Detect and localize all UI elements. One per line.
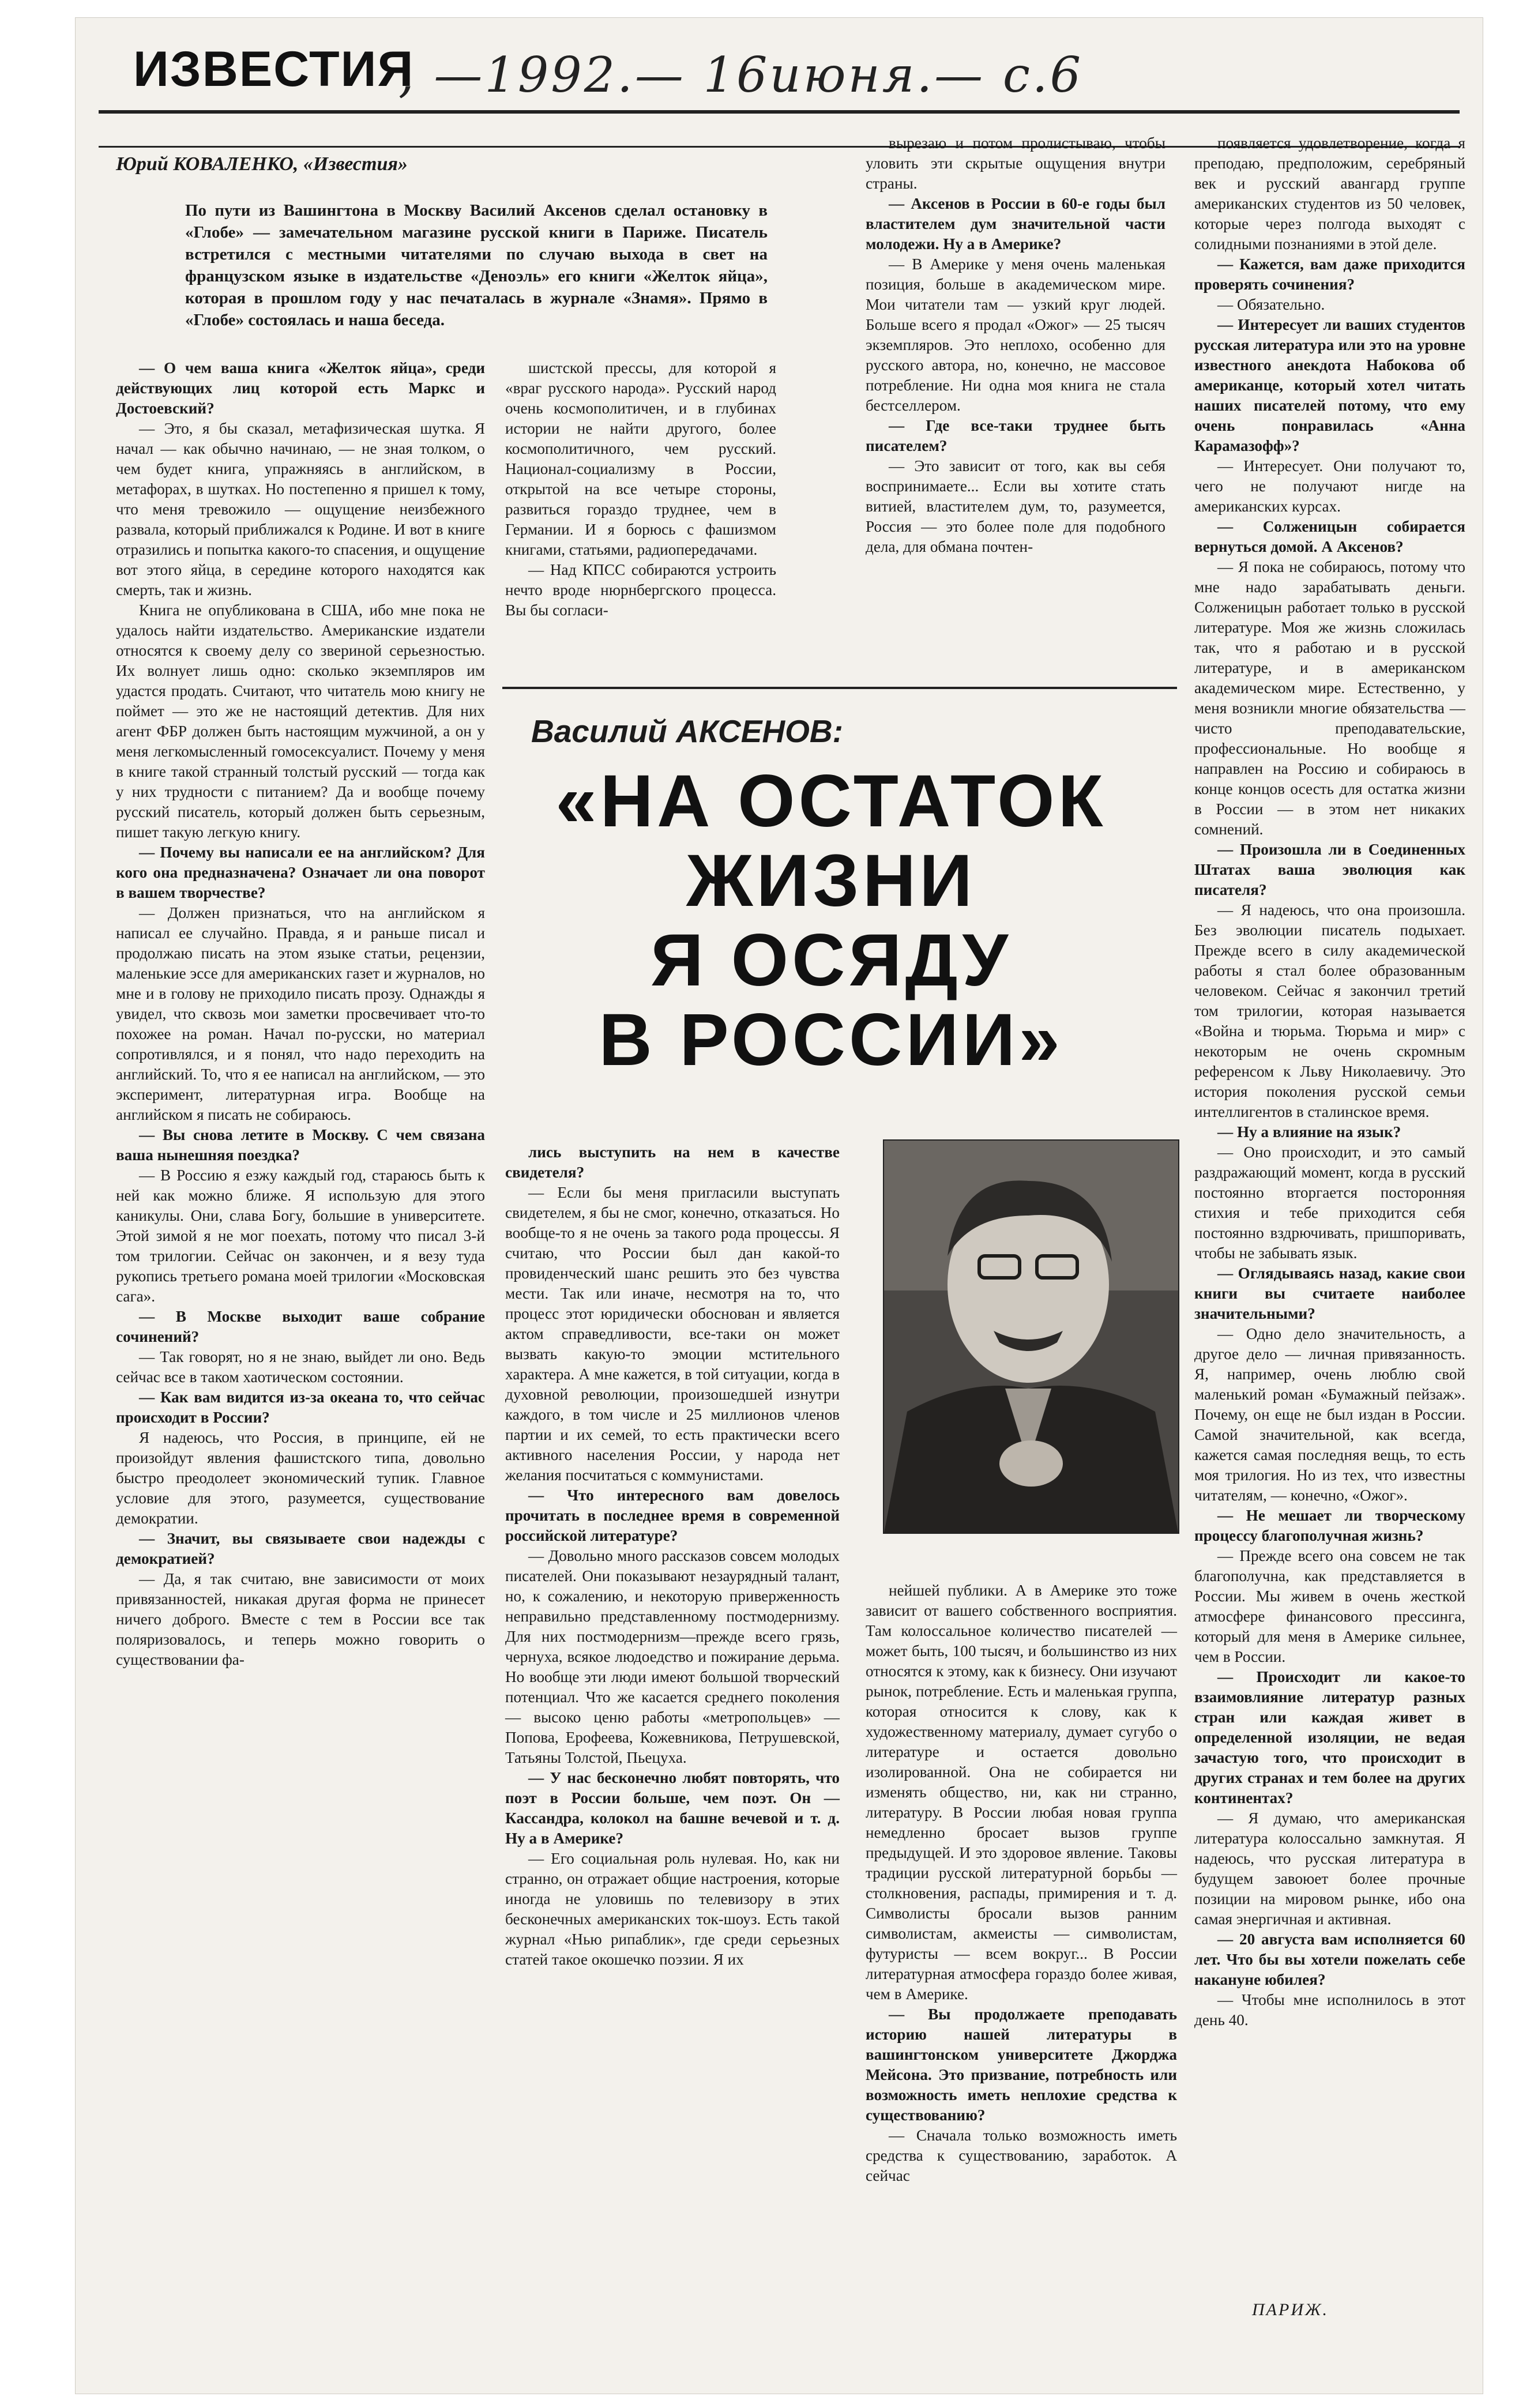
interview-answer: — Так говорят, но я не знаю, выйдет ли оно. Ведь сейчас все в таком хаотическом состоянии. [116,1348,485,1386]
interview-question: — Значит, вы связываете свои надежды с демократией? [116,1530,485,1567]
masthead-rule [99,110,1460,114]
headline-author: Василий АКСЕНОВ: [531,713,843,749]
interview-answer: — Чтобы мне исполнилось в этот день 40. [1194,1991,1465,2029]
interview-question: — Почему вы написали ее на английском? Для кого она предназначена? Означает ли она поворот в вашем творчестве? [116,844,485,901]
interview-answer: — В Америке у меня очень маленькая позиция, больше в академическом мире. Мои читатели там — узкий круг людей. Больше всего я продал «Ожог» — 25 тысяч экземпляров. Это неплохо, особенно для русского автора, но, конечно, не массовое потребление. Ни одна моя книга не стала бестселлером. [866,255,1165,414]
interview-answer: нейшей публики. А в Америке это тоже зависит от вашего собственного восприятия. Там колоссальное количество писателей — может быть, 100 тысяч, и большинство из них относятся к этому, как к бизнесу. Они изучают рынок, потребление. Есть и маленькая группа, которая относится к слову, как к художественному материалу, думает сугубо о литературе и остается довольно изолированной. Она не собирается ни изменять общество, ни, как ни странно, литературу. В России любая новая группа немедленно бросает вызов группе предыдущей. И это здоровое явление. Таковы традиции русской литературной борьбы — столкновения, распады, примирения и т. д. Символисты бросали вызов ранним символистам, акмеисты — символистам, футуристы — всем вокруг... В России литературная атмосфера гораздо более живая, чем в Америке. [866,1582,1177,2003]
author-photo [883,1139,1179,1534]
interview-question: — 20 августа вам исполняется 60 лет. Что бы вы хотели пожелать себе накануне юбилея? [1194,1931,1465,1988]
interview-question: — У нас бесконечно любят повторять, что поэт в России больше, чем поэт. Он — Кассандра, колокол на башне вечевой и т. д. Ну а в Америке? [505,1769,840,1847]
author-portrait-image [884,1141,1178,1533]
interview-answer: — Над КПСС собираются устроить нечто вроде нюрнбергского процесса. Вы бы согласи- [505,561,776,619]
column-3-bottom [866,1581,1177,2186]
interview-question: — Где все-таки труднее быть писателем? [866,417,1165,454]
interview-question: — Не мешает ли творческому процессу благополучная жизнь? [1194,1507,1465,1544]
interview-question: — В Москве выходит ваше собрание сочинений? [116,1308,485,1345]
interview-question: — Вы снова летите в Москву. С чем связана ваша нынешняя поездка? [116,1126,485,1164]
interview-answer: — Прежде всего она совсем не так благополучна, как представляется в России. Мы живем в очень жесткой атмосфере финансового прессинга, который для меня в Америке сильнее, чем в России. [1194,1547,1465,1665]
interview-question: — О чем ваша книга «Желток яйца», среди действующих лиц которой есть Маркс и Достоевский? [116,359,485,417]
column-3-top [866,133,1165,557]
interview-answer: — Я думаю, что американская литература колоссально замкнутая. Я надеюсь, что русская литература в будущем завоюет более прочные позиции на мировом рынке, ибо она самая энергичная и активная. [1194,1809,1465,1928]
interview-question: — Солженицын собирается вернуться домой. А Аксенов? [1194,518,1465,555]
interview-question: — Как вам видится из-за океана то, что сейчас происходит в России? [116,1389,485,1426]
interview-answer: — Оно происходит, и это самый раздражающий момент, когда в русский постоянно вторгается посторонняя стихия и тебе приходится себя постоянно вздрючивать, пришпоривать, чтобы не забывать язык. [1194,1143,1465,1262]
interview-question: — Что интересного вам довелось прочитать в последнее время в современной российской литературе? [505,1487,840,1544]
interview-question: — Вы продолжаете преподавать историю нашей литературы в вашингтонском университете Джорджа Мейсона. Это призвание, потребность или возможность иметь неплохие средства к существованию? [866,2006,1177,2124]
interview-question: — Ну а влияние на язык? [1217,1123,1401,1141]
interview-answer: — Довольно много рассказов совсем молодых писателей. Они показывают незаурядный талант, но, к сожалению, и некоторую приверженность неправильно представленному постмодернизму. Для них постмодернизм—прежде всего грязь, чернуха, всякое людоедство и пожирание дерьма. Но вообще эти люди имеют большой творческий потенциал. Что же касается среднего поколения — высоко ценю работы «метропольцев» — Попова, Ерофеева, Кожевникова, Петрушевской, Татьяны Толстой, Пьецуха. [505,1547,840,1766]
interview-question: — Оглядываясь назад, какие свои книги вы считаете наиболее значительными? [1194,1265,1465,1322]
interview-answer: — Обязательно. [1217,296,1325,313]
interview-answer: Книга не опубликована в США, ибо мне пока не удалось найти издательство. Американские издатели относятся к своему делу со звериной серьезностью. Их волнует лишь одно: сколько экземпляров им удастся продать. Считают, что читатель мою книгу не поймет — это же не настоящий детектив. Для них агент ФБР должен быть настоящим мужчиной, а он у меня легкомысленный гомосексуалист. Почему у меня в книге такой странный толстый русский — тогда как у них трудности с питанием? Да и вообще почему русский писатель, который должен быть серьезным, пишет такую легкую книгу. [116,601,485,841]
headline-line: ЖИЗНИ [686,840,976,922]
dateline-signoff: ПАРИЖ. [1252,2300,1329,2319]
interview-answer: — Это, я бы сказал, метафизическая шутка. Я начал — как обычно начинаю, — не зная толком, о чем будет книга, упражняясь в английском, в метафорах, в шутках. Но постепенно я пришел к тому, что меня тревожило — ощущение неизбежного развала, который приближался к Родине. И вот в книге отразились и попытка какого-то спасения, и ощущение вот этого яйца, в середине которого находятся как смерть, так и жизнь. [116,420,485,599]
interview-question: — Произошла ли в Соединенных Штатах ваша эволюция как писателя? [1194,841,1465,898]
interview-answer: — Я надеюсь, что она произошла. Без эволюции писатель подыхает. Прежде всего в силу академической работы я стал более образованным человеком. Сейчас я закончил третий том трилогии, которая называется «Война и тюрьма. Тюрьма и мир» с некоторым не очень скромным референсом к Льву Николаевичу. Это история поколения русской семьи интеллигентов в сталинское время. [1194,901,1465,1120]
interview-answer: появляется удовлетворение, когда я преподаю, предположим, серебряный век и русский авангард группе американских студентов из 50 человек, которые через полгода выходят с солидными познаниями в этой деле. [1194,134,1465,253]
column-4 [1194,133,1465,2030]
interview-answer: — Интересует. Они получают то, чего не получают нигде на американских курсах. [1194,457,1465,515]
interview-answer: — Должен признаться, что на английском я написал ее случайно. Правда, я и раньше писал и продолжаю писать на этом языке статьи, рецензии, маленькие эссе для американских газет и журналов, но мне и в голову не приходило писать прозу. Однажды я увидел, что сквозь мои заметки просвечивает что-то похожее на роман. Начал по-русски, но материал сопротивлялся, и я понял, что надо переходить на английский. То, что я ее написал на английском, — это эксперимент, литературная игра. Вообще на английском я писать не собираюсь. [116,904,485,1123]
interview-question: — Интересует ли ваших студентов русская литература или это на уровне известного анекдота Набокова об американце, который хотел читать наших писателей потому, что ему очень понравилась «Анна Карамазофф»? [1194,316,1465,454]
interview-question: — Кажется, вам даже приходится проверять сочинения? [1194,255,1465,293]
interview-answer: — Одно дело значительность, а другое дело — личная привязанность. Я, например, очень люблю свой маленький роман «Бумажный пейзаж». Почему, он еще не был издан в России. Самой значительной, как всегда, кажется самая последняя вещь, то есть моя трилогия. Но из тех, что известны читателям, — конечно, «Ожог». [1194,1325,1465,1504]
interview-answer: — Я пока не собираюсь, потому что мне надо зарабатывать деньги. Солженицын работает только в русской литературе. Моя же жизнь сложилась так, что я работаю и в русской литературе, и в американском академическом мире. Естественно, у меня возникли многие обязательства — чисто преподавательские, профессиональные. Но вообще я направлен на Россию и собираюсь в конце концов осесть для остатка жизни в России — в этом нет никаких сомнений. [1194,558,1465,838]
interview-answer: — Если бы меня пригласили выступать свидетелем, я бы не смог, конечно, отказаться. Но вообще-то я не очень за такого рода процессы. Я считаю, что России был дан какой-то провиденческий шанс решить это без чувства мести. Так или иначе, несмотря на то, что процесс этот юридически обоснован и является актом справедливости, все-таки он может вызвать какую-то эмоции мстительного характера. А мне кажется, в той ситуации, когда в духовной революции, произошедшей изнутри каждого, в том числе и 25 миллионов членов партии и их семей, то есть практически всего активного населения России, у народа нет желания посчитаться с коммунистами. [505,1184,840,1484]
headline-line: В РОССИИ» [599,999,1063,1081]
column-1 [116,358,485,1670]
headline-line: «НА ОСТАТОК [555,760,1107,842]
newspaper-masthead: ИЗВЕСТИЯ [133,42,415,97]
headline-top-rule [502,687,1177,689]
interview-answer: вырезаю и потом пролистываю, чтобы уловить эти скрытые ощущения внутри страны. [866,134,1165,192]
interview-answer: — Его социальная роль нулевая. Но, как ни странно, он отражает общие настроения, которые иногда не уловишь по телевизору в этих бесконечных американских ток-шоуз. Есть такой журнал «Нью рипаблик», где среди серьезных статей такое окошечко поэзии. Я их [505,1850,840,1968]
byline: Юрий КОВАЛЕНКО, «Известия» [116,153,408,175]
interview-answer: — Сначала только возможность иметь средства к существованию, заработок. А сейчас [866,2127,1177,2184]
interview-question: лись выступить на нем в качестве свидетеля? [505,1143,840,1181]
article-headline [531,762,1131,1080]
interview-question: — Происходит ли какое-то взаимовлияние литератур разных стран или каждая живет в определенной изоляции, не ведая зачастую того, что происходит в других странах и тем более на других континентах? [1194,1668,1465,1807]
column-2-top [505,358,776,620]
handwritten-date-note: , —1992.— 16июня.— с.6 [398,47,1084,103]
interview-question: — Аксенов в России в 60-е годы был властителем дум значительной части молодежи. Ну а в Америке? [866,195,1165,253]
interview-answer: — Это зависит от того, как вы себя воспринимаете... Если вы хотите стать витией, властителем дум, то, разумеется, Россия — это более поле для подобного дела, для обмана почтен- [866,457,1165,555]
interview-answer: — В Россию я езжу каждый год, стараюсь быть к ней как можно ближе. Я использую для этого каникулы. Они, слава Богу, большие в университете. Этой зимой я не мог поехать, потому что писал 3-й том трилогии. Сейчас он закончен, и я везу туда рукопись третьего романа моей трилогии «Московская сага». [116,1167,485,1305]
newspaper-clipping [75,17,1483,2394]
interview-answer: Я надеюсь, что Россия, в принципе, ей не произойдут явления фашистского типа, довольно быстро преодолеет экономический тупик. Главное условие для этого, разумеется, существование демократии. [116,1429,485,1527]
interview-answer: шистской прессы, для которой я «враг русского народа». Русский народ очень космополитичен, и в глубинах истории не найти другого, более космополитичного, чем русский. Национал-социализму в России, открытой на все четыре стороны, развиться гораздо труднее, чем в Германии. И я борюсь с фашизмом книгами, статьями, радиопередачами. [505,359,776,558]
interview-answer: — Да, я так считаю, вне зависимости от моих привязанностей, никакая другая форма не принесет ничего доброго. Вместе с тем в России все так поляризовалось, и теперь можно говорить о существовании фа- [116,1570,485,1668]
article-lead: По пути из Вашингтона в Москву Василий Аксенов сделал остановку в «Глобе» — замечательном магазине русской книги в Париже. Писатель встретился с местными читателями по случаю выхода в свет на французском языке в издательстве «Деноэль» его книги «Желток яйца», которая в прошлом году у нас печаталась в журнале «Знамя». Прямо в «Глобе» состоялась и наша беседа. [185,201,768,329]
headline-line: Я ОСЯДУ [651,919,1012,1002]
column-2-bottom [505,1142,840,1970]
